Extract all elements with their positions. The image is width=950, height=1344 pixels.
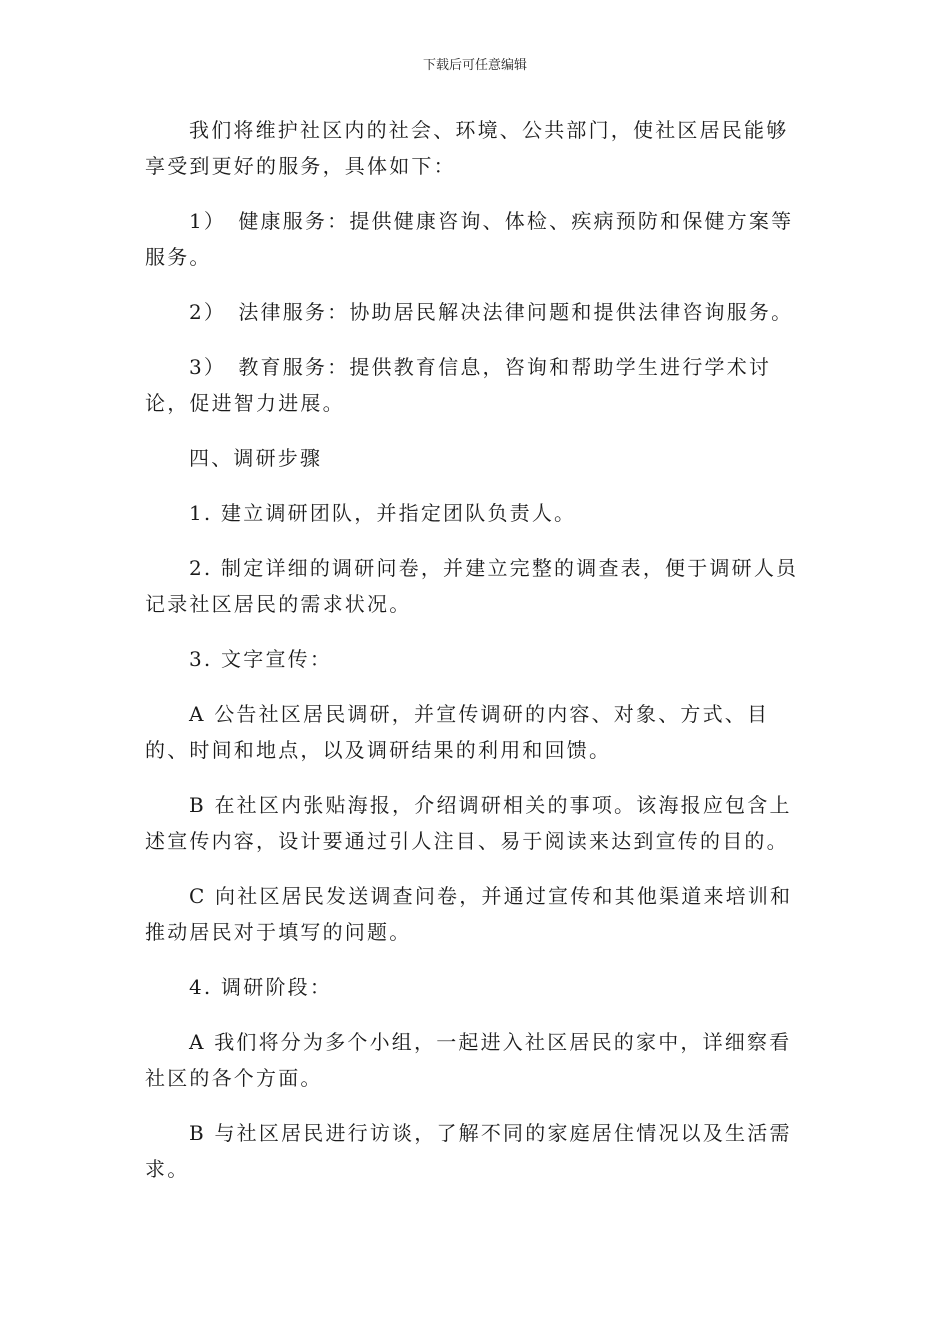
paragraph-step-4-b: B 与社区居民进行访谈，了解不同的家庭居住情况以及生活需求。 bbox=[145, 1121, 792, 1181]
paragraph-step-2: 2. 制定详细的调研问卷，并建立完整的调查表，便于调研人员记录社区居民的需求状况。 bbox=[145, 556, 799, 616]
page-header-note: 下载后可任意编辑 bbox=[422, 58, 527, 73]
paragraph-education-service: 3） 教育服务：提供教育信息，咨询和帮助学生进行学术讨论，促进智力进展。 bbox=[145, 355, 772, 415]
section-heading-research-steps: 四、调研步骤 bbox=[189, 446, 323, 470]
paragraph-health-service: 1） 健康服务：提供健康咨询、体检、疾病预防和保健方案等服务。 bbox=[145, 209, 794, 269]
paragraph-step-3-b: B 在社区内张贴海报，介绍调研相关的事项。该海报应包含上述宣传内容，设计要通过引人注目、易于阅读来达到宣传的目的。 bbox=[145, 793, 792, 853]
paragraph-step-4: 4. 调研阶段： bbox=[189, 975, 333, 999]
paragraph-step-1: 1. 建立调研团队，并指定团队负责人。 bbox=[189, 501, 577, 525]
document-body bbox=[145, 112, 801, 1206]
paragraph-intro: 我们将维护社区内的社会、环境、公共部门，使社区居民能够享受到更好的服务，具体如下： bbox=[145, 118, 789, 178]
paragraph-step-3-a: A 公告社区居民调研，并宣传调研的内容、对象、方式、目的、时间和地点，以及调研结果的利用和回馈。 bbox=[145, 702, 770, 762]
paragraph-legal-service: 2） 法律服务：协助居民解决法律问题和提供法律咨询服务。 bbox=[189, 300, 794, 324]
paragraph-step-3-c: C 向社区居民发送调查问卷，并通过宣传和其他渠道来培训和推动居民对于填写的问题。 bbox=[145, 884, 793, 944]
paragraph-step-4-a: A 我们将分为多个小组，一起进入社区居民的家中，详细察看社区的各个方面。 bbox=[145, 1030, 792, 1090]
paragraph-step-3: 3. 文字宣传： bbox=[189, 647, 333, 671]
